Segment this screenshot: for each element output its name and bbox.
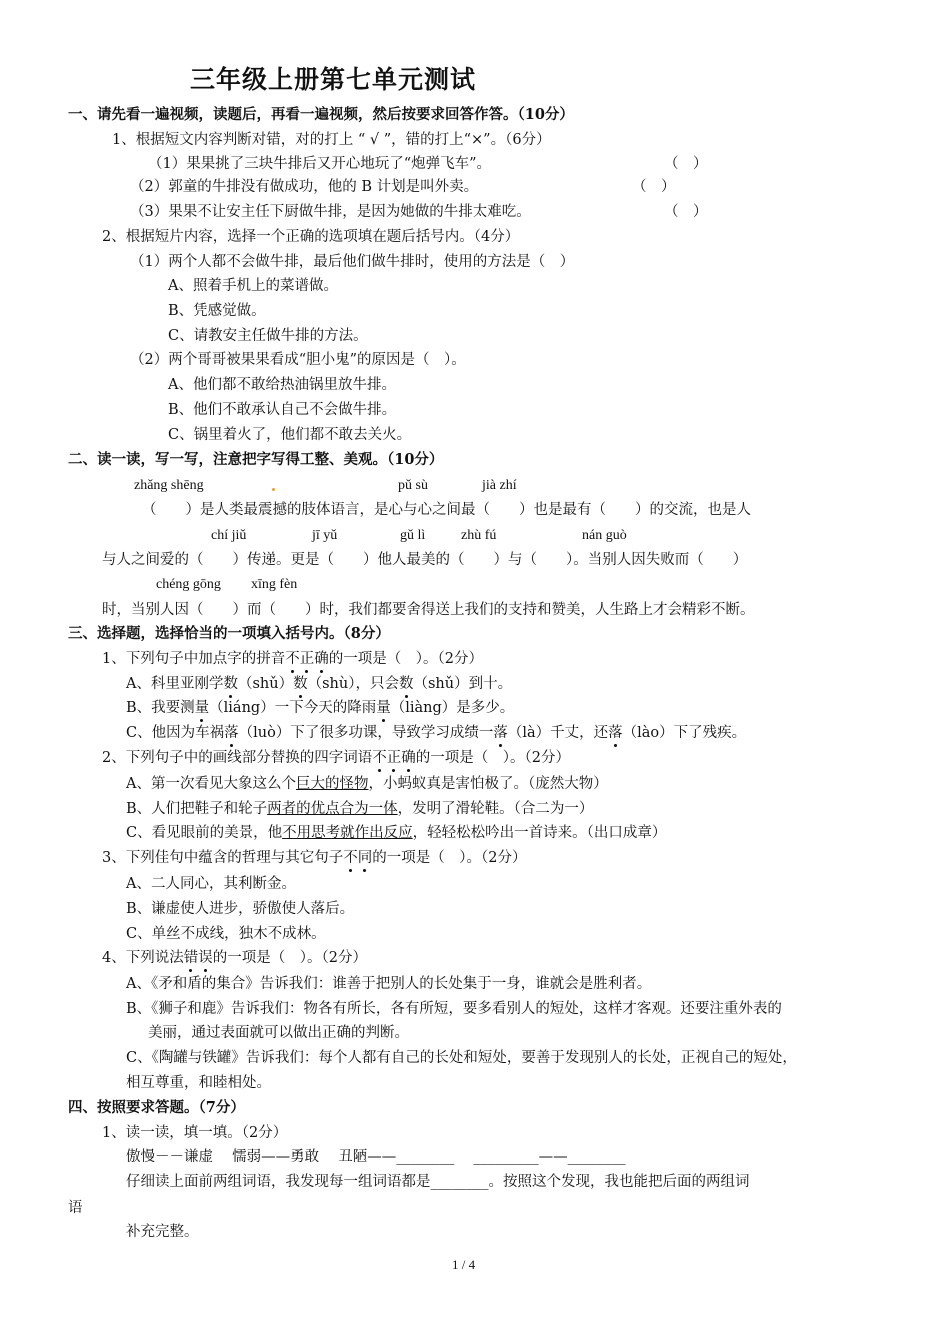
s1-q2-1-a: A、照着手机上的菜谱做。 [168,278,338,294]
s3-q3-a: A、二人同心，其利断金。 [126,876,296,892]
dotted-char: 不 [343,850,358,866]
dotted-char: 落 [608,725,623,741]
underlined-phrase: 两者的优点合为一体 [267,801,398,817]
s3-q1: 1、下列句子中加点字的拼音不正确的一项是（ ）。（2分） [102,651,483,667]
page-title: 三年级上册第七单元测试 [190,65,477,94]
dotted-char: 同 [357,850,373,866]
dotted-char: 量 [194,700,210,716]
pinyin-zhufu: zhù fú [461,528,497,543]
pinyin-chijiu: chí jiǔ [211,528,247,543]
dotted-char: 数 [223,676,238,692]
s4-word-pairs: 傲慢－－谦虚 懦弱——勇敢 丑陋——________ _________——________ [126,1149,626,1165]
s1-q2-2-c: C、锅里着火了，他们都不敢去关火。 [168,427,412,443]
s3-q1-b: B、我要测量（liáng）一下今天的降雨量（liàng）是多少。 [126,700,515,716]
s2-line-2: 与人之间爱的（ ）传递。更是（ ）他人最美的（ ）与（ ）。当别人因失败而（ ） [102,552,748,568]
s3-q4: 4、下列说法错误的一项是（ ）。（2分） [102,950,367,966]
page-number: 1 / 4 [452,1257,476,1272]
dotted-char: 误 [198,950,213,966]
pinyin-pusu: pǔ sù [398,478,428,493]
s1-q1-1: （1）果果挑了三块牛排后又开心地玩了“炮弹飞车”。 [148,156,492,172]
s3-q2-c: C、看见眼前的美景，他不用思考就作出反应，轻轻松松吟出一首诗来。（出口成章） [126,825,667,841]
s1-q1-3-blank: （ ） [664,204,708,220]
dotted-char: 正 [299,651,315,667]
pinyin-chenggong: chéng gōng [156,577,221,592]
s1-q2-1-b: B、凭感觉做。 [168,303,266,319]
s1-q1-1-blank: （ ） [664,156,708,172]
dotted-char: 正 [386,750,402,766]
section-1-heading: 一、请先看一遍视频，读题后，再看一遍视频，然后按要求回答作答。（10分） [68,106,574,123]
s1-q2-2: （2）两个哥哥被果果看成“胆小鬼”的原因是（ ）。 [130,352,466,368]
s1-q1: 1、根据短文内容判断对错，对的打上 “ √ ”，错的打上“×”。（6分） [112,132,551,148]
s1-q2: 2、根据短片内容，选择一个正确的选项填在题后括号内。（4分） [102,229,520,245]
pinyin-zhangsheng: zhǎng shēng [134,478,204,493]
orange-mark [272,488,275,491]
s4-line-1-wrap: 语 [68,1200,83,1216]
underlined-phrase: 不用思考就作出反应 [282,825,413,841]
s1-q1-2: （2）郭童的牛排没有做成功，他的 B 计划是叫外卖。 [130,179,479,195]
s2-line-3: 时，当别人因（ ）而（ ）时，我们都要舍得送上我们的支持和赞美，人生路上才会精彩不断。 [102,602,755,618]
s3-q4-b-line1: B、《狮子和鹿》告诉我们：物各有所长，各有所短，要多看别人的短处，这样才客观。还要注重外表的 [126,1001,782,1017]
s3-q1-c: C、他因为车祸落（luò）下了很多功课，导致学习成绩一落（là）千丈，还落（lào）下了残疾。 [126,725,747,741]
pinyin-guli: gǔ lì [400,528,426,543]
section-2-heading: 二、读一读，写一写，注意把字写得工整、美观。（10分） [68,451,444,468]
dotted-char: 量 [376,700,391,716]
section-4-heading: 四、按照要求答题。（7分） [68,1099,245,1116]
dotted-char: 数 [293,676,308,692]
s3-q4-b-line2: 美丽，通过表面就可以做出正确的判断。 [148,1025,409,1041]
s1-q2-2-a: A、他们都不敢给热油锅里放牛排。 [168,377,396,393]
s4-line-2: 补充完整。 [126,1224,199,1240]
dotted-char: 确 [401,750,416,766]
underlined-phrase: 巨大的怪物 [295,776,369,792]
s1-q2-2-b: B、他们不敢承认自己不会做牛排。 [168,402,397,418]
pinyin-jiazhi: jià zhí [482,478,517,493]
s2-line-1: （ ）是人类最震撼的肢体语言，是心与心之间最（ ）也是最有（ ）的交流，也是人 [142,502,751,518]
s3-q4-c-line2: 相互尊重，和睦相处。 [126,1075,271,1091]
s4-q1: 1、读一读，填一填。（2分） [102,1125,288,1141]
s3-q1-a: A、科里亚刚学数（shǔ）数（shù），只会数（shǔ）到十。 [126,676,513,692]
dotted-char: 确 [314,651,329,667]
dotted-char: 错 [183,950,199,966]
s3-q2-b: B、人们把鞋子和轮子两者的优点合为一体，发明了滑轮鞋。（合二为一） [126,801,594,817]
s3-q2: 2、下列句子中的画线部分替换的四字词语不正确的一项是（ ）。（2分） [102,750,570,766]
dotted-char: 不 [285,651,300,667]
s3-q3: 3、下列佳句中蕴含的哲理与其它句子不同的一项是（ ）。（2分） [102,850,527,866]
section-3-heading: 三、选择题，选择恰当的一项填入括号内。（8分） [68,625,390,642]
pinyin-nanguo: nán guò [582,528,627,543]
pinyin-xingfen: xīng fèn [251,577,298,592]
s3-q2-a: A、第一次看见大象这么个巨大的怪物，小蚂蚁真是害怕极了。（庞然大物） [126,776,608,792]
s3-q4-c-line1: C、《陶罐与铁罐》告诉我们：每个人都有自己的长处和短处，要善于发现别人的长处，正视自己的短处， [126,1050,797,1066]
dotted-char: 不 [372,750,387,766]
dotted-char: 落 [224,725,239,741]
s3-q3-c: C、单丝不成线，独木不成林。 [126,926,326,942]
s1-q2-1-c: C、请教安主任做牛排的方法。 [168,328,368,344]
s1-q2-1: （1）两个人都不会做牛排，最后他们做牛排时，使用的方法是（ ） [130,254,575,270]
s3-q4-a: A、《矛和盾的集合》告诉我们：谁善于把别人的长处集于一身，谁就会是胜利者。 [126,976,652,992]
dotted-char: 数 [398,676,414,692]
pinyin-jiyu: jī yǔ [312,528,338,543]
s1-q1-2-blank: （ ） [632,179,676,195]
s3-q3-b: B、谦虚使人进步，骄傲使人落后。 [126,901,355,917]
s1-q1-3: （3）果果不让安主任下厨做牛排，是因为她做的牛排太难吃。 [130,204,531,220]
s4-line-1: 仔细读上面前两组词语，我发现每一组词语都是________。按照这个发现，我也能把后面的两组词 [126,1174,750,1190]
dotted-char: 落 [493,725,508,741]
